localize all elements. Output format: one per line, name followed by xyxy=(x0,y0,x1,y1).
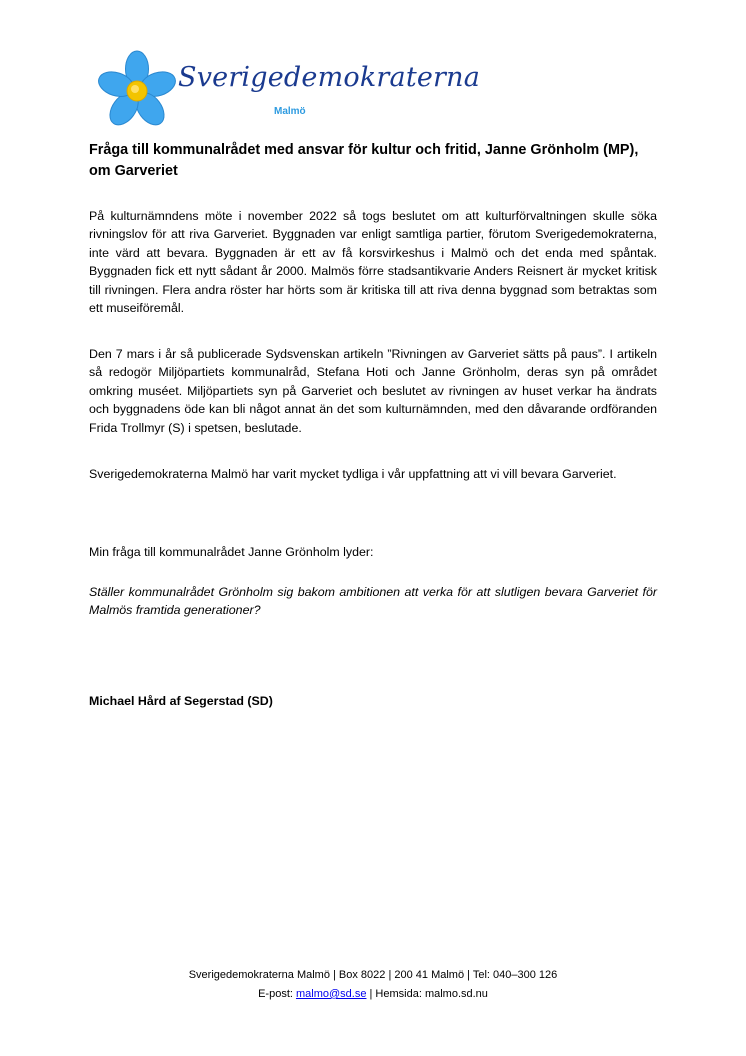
brand-name: Sverigedemokraterna xyxy=(178,62,481,93)
paragraph-3: Sverigedemokraterna Malmö har varit mycket tydliga i vår uppfattning att vi vill bevara Garveriet. xyxy=(89,467,617,481)
brand-city: Malmö xyxy=(274,106,306,117)
footer-web xyxy=(0,985,746,1004)
question-intro: Min fråga till kommunalrådet Janne Grönholm lyder: xyxy=(89,545,374,559)
question-text: Ställer kommunalrådet Grönholm sig bakom ambitionen att verka för att slutligen bevara Garveriet för Malmös framtida generationer? xyxy=(89,585,657,618)
email-link[interactable]: malmo@sd.se xyxy=(295,988,367,1000)
sd-logo xyxy=(96,50,481,132)
paragraph-1: På kulturnämndens möte i november 2022 så togs beslutet om att kulturförvaltningen skulle söka rivningslov för att riva Garveriet. Byggnaden var enligt samtliga partier, förutom Sverigedemokraterna, inte värd att bevara. Byggnaden är ett av få korsvirkeshus i Malmö och det enda med spåntak. Byggnaden fick ett nytt sådant år 2000. Malmös förre stadsantikvarie Anders Reisnert är mycket kritisk till rivningen. Flera andra röster har hörts som är kritiska till att riva denna byggnad som betraktas som ett museiföremål. xyxy=(89,209,657,316)
document-title: Fråga till kommunalrådet med ansvar för kultur och fritid, Janne Grönholm (MP), om Garveriet xyxy=(89,142,639,179)
flower-icon xyxy=(96,50,178,132)
email-label: E-post: xyxy=(258,988,296,1000)
signature: Michael Hård af Segerstad (SD) xyxy=(89,694,273,708)
paragraph-2: Den 7 mars i år så publicerade Sydsvenskan artikeln ”Rivningen av Garveriet sätts på paus”. I artikeln så redogör Miljöpartiets kommunalråd, Stefana Hoti och Janne Grönholm, deras syn på området omkring muséet. Miljöpartiets syn på Garveriet och beslutet av rivningen av huset verkar ha ändrats och byggnadens öde kan bli något annat än det som kulturnämnden, med den dåvarande ordföranden Frida Trollmyr (S) i spetsen, beslutade. xyxy=(89,347,657,435)
website-label: | Hemsida: malmo.sd.nu xyxy=(366,988,488,1000)
footer-contact: Sverigedemokraterna Malmö | Box 8022 | 200 41 Malmö | Tel: 040–300 126 xyxy=(188,969,558,981)
